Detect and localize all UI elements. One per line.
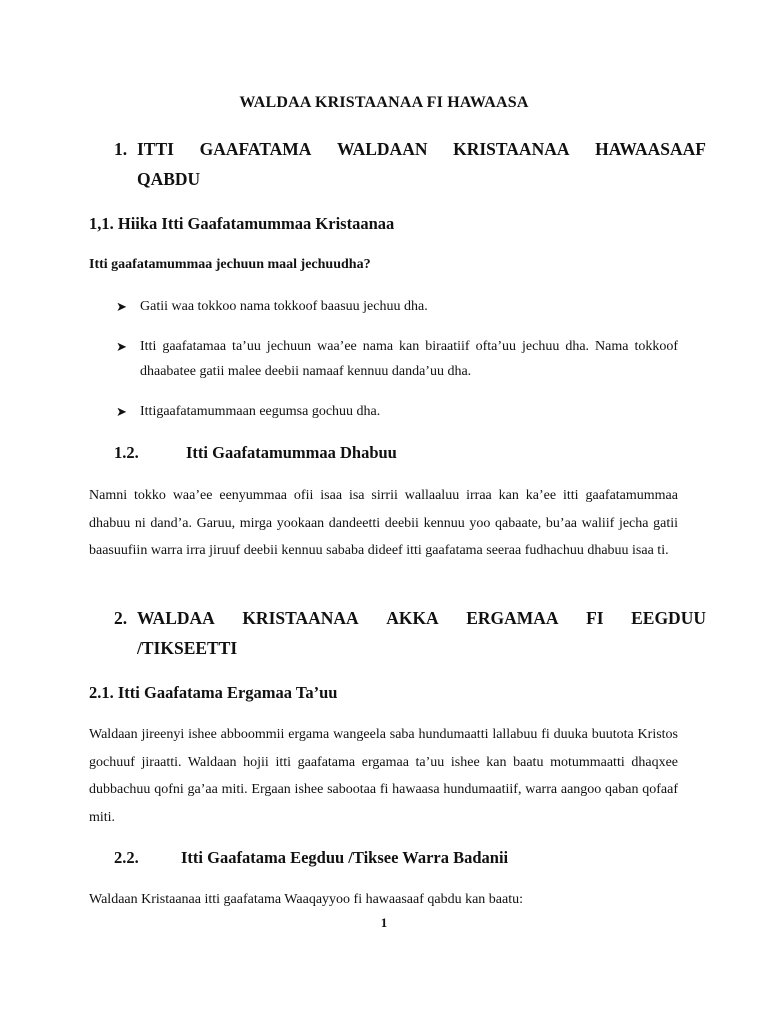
arrow-bullet-icon: ➤ (116, 404, 127, 419)
section-1-heading-line-2: QABDU (137, 169, 201, 189)
bullet-item (116, 334, 678, 384)
heading-word: EEGDUU (631, 608, 706, 628)
section-2-heading-line-1 (137, 603, 706, 633)
section-1-2-number: 1.2. (114, 443, 139, 462)
arrow-bullet-icon: ➤ (116, 339, 127, 354)
section-2-1-paragraph: Waldaan jireenyi ishee abboommii ergama wangeela saba hundumaatti lallabuu fi duuka buutota Kristos gochuuf jiraatti. Waldaan hojii itti gaafatama ergamaa ta’uu ishee kan baatu motummaatti dhaqxee dubbachuu qofni ga’aa miti. Ergaan ishee sabootaa fi hawaasa hundumaatiif, warra aangoo qaban qofaaf miti. (89, 727, 678, 825)
bullet-item (116, 399, 678, 424)
bullet-item (116, 294, 678, 319)
heading-word: KRISTAANAA (453, 139, 570, 159)
section-2-2-paragraph: Waldaan Kristaanaa itti gaafatama Waaqayyoo fi hawaasaaf qabdu kan baatu: (89, 892, 524, 907)
section-2-2-number: 2.2. (114, 848, 139, 867)
section-1-1-question: Itti gaafatamummaa jechuun maal jechuudha? (89, 257, 371, 272)
section-1-heading (114, 134, 706, 194)
arrow-bullet-icon: ➤ (116, 299, 127, 314)
heading-word: WALDAA (137, 608, 215, 628)
section-1-2-heading: Itti Gaafatamummaa Dhabuu (186, 443, 397, 462)
heading-word: WALDAAN (337, 139, 428, 159)
document-title: WALDAA KRISTAANAA FI HAWAASA (239, 94, 529, 111)
heading-word: ITTI (137, 139, 174, 159)
bullet-text: Itti gaafatamaa ta’uu jechuun waa’ee nama kan biraatiif ofta’uu jechuu dha. Nama tokkoof dhaabatee gatii malee deebii namaaf kennuu danda’uu dha. (140, 339, 678, 379)
heading-word: HAWAASAAF (595, 139, 706, 159)
section-2-2-heading: Itti Gaafatama Eegduu /Tiksee Warra Badanii (181, 848, 509, 867)
page-number: 1 (380, 915, 388, 930)
section-2-1-heading: 2.1. Itti Gaafatama Ergamaa Ta’uu (89, 683, 338, 702)
section-1-number: 1. (114, 139, 128, 159)
heading-word: FI (586, 608, 604, 628)
section-2-heading-line-2: /TIKSEETTI (137, 638, 238, 658)
section-1-1-heading: 1,1. Hiika Itti Gaafatamummaa Kristaanaa (89, 214, 395, 233)
section-2-number: 2. (114, 608, 128, 628)
heading-word: AKKA (386, 608, 439, 628)
bullet-text: Gatii waa tokkoo nama tokkoof baasuu jechuu dha. (140, 299, 428, 314)
heading-word: GAAFATAMA (199, 139, 312, 159)
heading-word: KRISTAANAA (242, 608, 359, 628)
bullet-text: Ittigaafatamummaan eegumsa gochuu dha. (140, 404, 381, 419)
section-1-2-paragraph: Namni tokko waa’ee eenyummaa ofii isaa isa sirrii wallaaluu irraa kan ka’ee itti gaafatamummaa dhabuu ni dand’a. Garuu, mirga yookaan dandeetti deebii kennuu yoo qabaate, bu’aa waliif jecha gatii baasuufiin warra irra jiruuf deebii kennuu sababa dideef itti gaafatama seeraa fudhachuu dhabuu isaa ti. (89, 488, 678, 558)
section-1-heading-line-1 (137, 134, 706, 164)
section-2-heading (114, 603, 706, 663)
heading-word: ERGAMAA (466, 608, 559, 628)
